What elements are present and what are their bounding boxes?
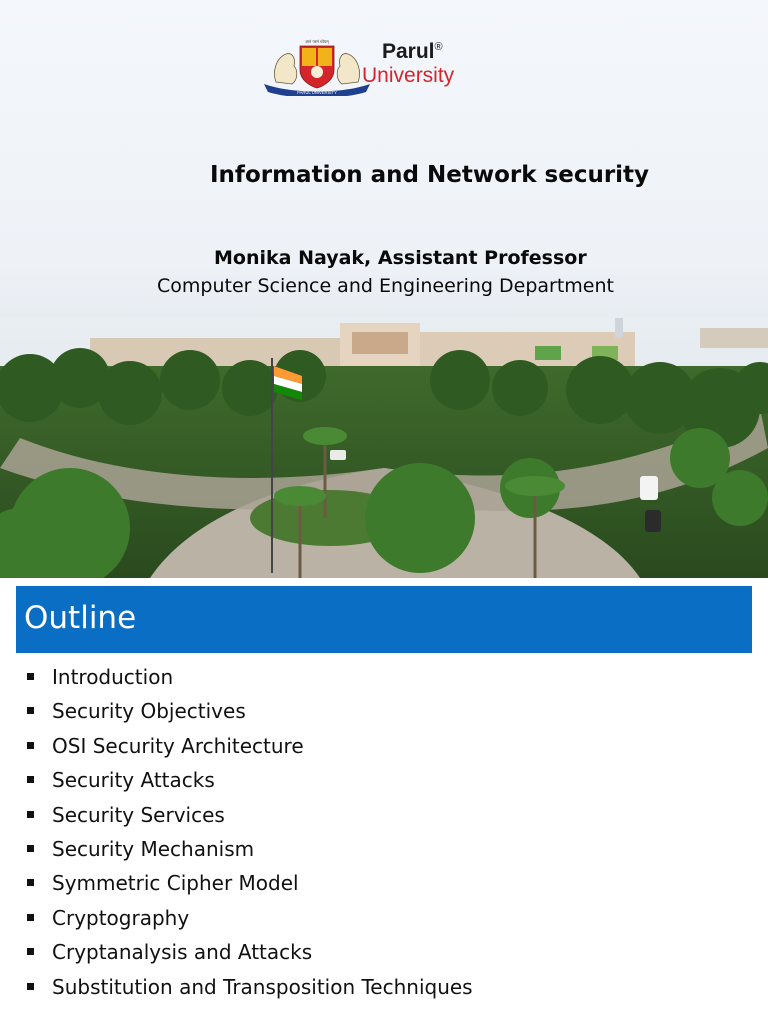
square-bullet-icon — [27, 914, 34, 921]
crest-motto: ज्ञानं परमं ध्येयम् — [305, 39, 329, 44]
square-bullet-icon — [27, 845, 34, 852]
list-item — [0, 694, 473, 728]
list-item — [0, 935, 473, 969]
list-item-label: Symmetric Cipher Model — [52, 871, 299, 896]
square-bullet-icon — [27, 673, 34, 680]
list-item — [0, 729, 473, 763]
crest-ribbon-text: PARUL UNIVERSITY — [297, 90, 337, 95]
list-item — [0, 660, 473, 694]
campus-aerial-photo — [0, 318, 768, 578]
department-name: Computer Science and Engineering Department — [157, 275, 614, 297]
list-item — [0, 763, 473, 797]
crest-icon — [264, 39, 370, 96]
logo-brand-subtitle: University — [362, 64, 455, 87]
list-item — [0, 866, 473, 900]
list-item — [0, 970, 473, 1004]
square-bullet-icon — [27, 811, 34, 818]
author-name: Monika Nayak, Assistant Professor — [214, 247, 587, 269]
square-bullet-icon — [27, 707, 34, 714]
slide-title: Information and Network security — [210, 162, 650, 188]
list-item-label: Security Mechanism — [52, 836, 255, 861]
outline-slide — [0, 578, 768, 1024]
square-bullet-icon — [27, 879, 34, 886]
list-item-label: Cryptography — [52, 905, 190, 930]
square-bullet-icon — [27, 948, 34, 955]
outline-heading: Outline — [24, 600, 137, 636]
outline-list — [0, 660, 473, 1004]
square-bullet-icon — [27, 742, 34, 749]
logo-brand-name: Parul® — [382, 40, 443, 63]
list-item-label: Introduction — [52, 665, 174, 689]
list-item-label: Cryptanalysis and Attacks — [52, 940, 313, 965]
list-item — [0, 798, 473, 832]
list-item-label: OSI Security Architecture — [52, 733, 304, 758]
list-item-label: Security Attacks — [52, 768, 215, 793]
outline-header-bar — [16, 586, 752, 653]
square-bullet-icon — [27, 776, 34, 783]
list-item — [0, 901, 473, 935]
list-item-label: Substitution and Transposition Techniques — [52, 974, 473, 999]
registered-mark: ® — [434, 41, 443, 53]
list-item-label: Security Services — [52, 802, 225, 827]
list-item — [0, 832, 473, 866]
square-bullet-icon — [27, 983, 34, 990]
list-item-label: Security Objectives — [52, 699, 246, 724]
